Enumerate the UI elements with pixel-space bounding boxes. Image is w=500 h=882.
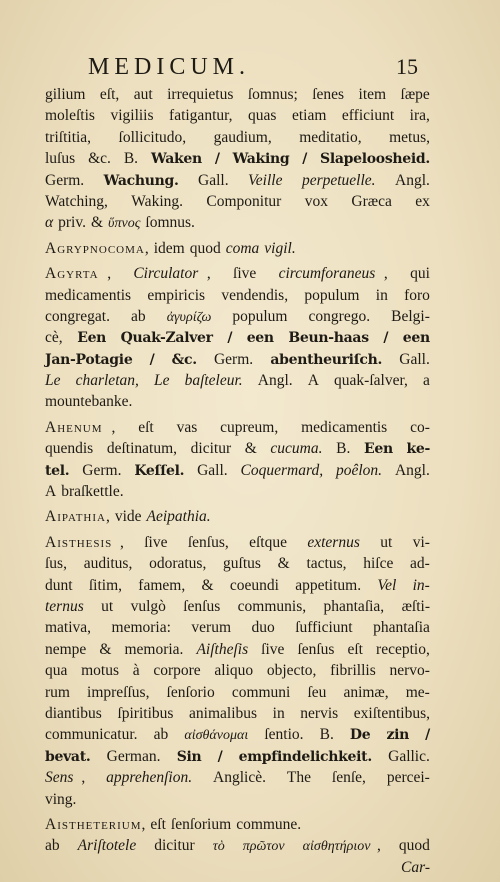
- text-line: [45, 682, 430, 703]
- word: baſteleur.: [184, 372, 243, 390]
- catchword: Car-: [401, 858, 430, 876]
- word: vigil.: [264, 239, 296, 257]
- word: ab: [153, 726, 169, 744]
- word: Vel: [377, 576, 397, 594]
- word: &c.: [88, 150, 111, 168]
- word: dicitur: [190, 440, 232, 458]
- text-line: [45, 789, 430, 810]
- text-line: [45, 660, 430, 681]
- word: communicatur.: [45, 726, 138, 744]
- word: coeundi: [229, 576, 279, 594]
- word: B.: [336, 440, 351, 458]
- word: Waken: [151, 151, 202, 168]
- word: congregat.: [45, 307, 110, 325]
- word: braſkettle.: [61, 483, 124, 501]
- word: ke-: [406, 441, 430, 458]
- word: exiſtentibus,: [353, 704, 430, 722]
- word: Slapeloosheid.: [320, 151, 430, 168]
- word: bevat.: [45, 748, 91, 765]
- word: Germ.: [213, 350, 254, 368]
- word: /: [302, 151, 308, 168]
- word: Coquermard,: [240, 461, 324, 479]
- word: metus,: [389, 128, 430, 146]
- word: ſitim,: [88, 576, 123, 594]
- word: /: [217, 748, 223, 765]
- word: communi: [231, 683, 291, 701]
- body-text: [45, 84, 430, 878]
- word: ,: [376, 837, 381, 855]
- word: gilium: [45, 86, 86, 103]
- word: Anglicè.: [213, 769, 266, 787]
- word: co-: [410, 418, 430, 436]
- word: ſenſe,: [331, 769, 366, 787]
- word: ſenſorium: [170, 815, 232, 833]
- word: ad-: [410, 555, 430, 573]
- word: &: [99, 640, 112, 658]
- word: quas: [248, 107, 277, 125]
- word: vide: [114, 508, 142, 526]
- word: nervo-: [389, 662, 430, 680]
- word: ,: [141, 815, 146, 833]
- word: Le: [153, 372, 170, 390]
- text-line: [45, 553, 430, 574]
- word: cupreum,: [220, 418, 279, 436]
- word: animalibus: [189, 704, 258, 722]
- word: Aistheterium: [45, 815, 142, 833]
- word: impreſſus,: [87, 683, 150, 701]
- word: vox: [304, 192, 328, 210]
- word: ,: [119, 533, 124, 551]
- word: irrequietus: [167, 86, 234, 103]
- word: perpetuelle.: [301, 171, 376, 189]
- running-head: MEDICUM.: [88, 54, 251, 80]
- word: populum: [232, 307, 288, 325]
- text-line: [45, 105, 430, 126]
- word: ving.: [45, 790, 77, 808]
- word: ternus: [45, 597, 84, 615]
- word: Sens: [45, 769, 74, 787]
- word: vigiliis: [110, 107, 154, 125]
- text-line: [45, 391, 430, 412]
- word: phantaſia,: [323, 597, 385, 615]
- word: dunt: [45, 576, 73, 594]
- word: nervis: [300, 704, 339, 722]
- word: charletan,: [75, 372, 139, 390]
- word: ſive: [144, 533, 168, 551]
- word: een: [402, 330, 430, 347]
- word: ὕπνος: [108, 216, 141, 232]
- word: moleſtis: [45, 107, 95, 125]
- word: empiricis: [147, 286, 206, 304]
- word: populum: [304, 286, 360, 304]
- text-line: [45, 460, 430, 481]
- word: quod: [189, 239, 221, 257]
- word: tel.: [45, 462, 70, 479]
- word: ſenſus: [297, 640, 335, 658]
- word: externus: [307, 533, 360, 551]
- text-line: [45, 639, 430, 660]
- word: Een: [77, 330, 107, 347]
- word: duo: [251, 619, 275, 637]
- word: fatigantur,: [169, 107, 233, 125]
- text-line: [45, 306, 430, 327]
- word: ab: [131, 307, 146, 325]
- word: ,: [111, 418, 116, 436]
- word: Waking: [232, 151, 290, 168]
- word: efficiunt: [341, 107, 395, 125]
- word: eſtque: [249, 533, 287, 551]
- word: vulgò: [130, 597, 166, 615]
- word: Angl.: [257, 372, 293, 390]
- text-line: [45, 835, 430, 856]
- word: ſæpe: [400, 86, 430, 103]
- text-line: [45, 349, 430, 370]
- text-line: [45, 84, 430, 105]
- word: vendendis,: [221, 286, 289, 304]
- word: τὸ: [212, 839, 225, 855]
- word: Veille: [248, 171, 283, 189]
- word: ,: [107, 265, 112, 283]
- word: abentheuriſch.: [270, 351, 383, 368]
- word: ſpiritibus: [117, 704, 174, 722]
- word: meditatio,: [299, 128, 362, 146]
- text-line: [45, 148, 430, 169]
- word: coma: [225, 239, 260, 257]
- word: Quak-Zalver: [120, 330, 213, 347]
- word: commune.: [236, 815, 302, 833]
- word: luſus: [45, 150, 76, 168]
- word: odoratus,: [149, 555, 207, 573]
- word: æſti-: [401, 597, 430, 615]
- word: ira,: [409, 107, 430, 125]
- word: ſomnus.: [145, 214, 195, 232]
- word: &: [90, 214, 104, 232]
- word: medicamentis: [45, 286, 132, 304]
- word: ,: [81, 769, 86, 787]
- word: Agyrta: [45, 265, 99, 283]
- word: nempe: [45, 640, 87, 658]
- word: Græca: [351, 192, 392, 210]
- word: ſive: [233, 265, 257, 283]
- word: ἀγυρίζω: [166, 309, 212, 325]
- text-line: [45, 127, 430, 148]
- word: Aisthesis: [45, 533, 113, 551]
- word: Beun-haas: [288, 330, 369, 347]
- word: /: [383, 330, 389, 347]
- text-line: [45, 617, 430, 638]
- word: ſenſorio: [166, 683, 215, 701]
- text-line: [45, 212, 430, 233]
- word: &c.: [171, 351, 197, 368]
- word: Gall.: [399, 350, 430, 368]
- word: ,: [206, 265, 211, 283]
- word: Wachung.: [103, 172, 179, 189]
- word: fibrillis: [330, 662, 376, 680]
- word: Belgi-: [391, 307, 430, 325]
- word: De: [349, 727, 371, 744]
- text-line: [45, 575, 430, 596]
- text-line: [45, 703, 430, 724]
- word: &: [277, 555, 290, 573]
- word: ſive: [261, 640, 285, 658]
- word: corpore: [153, 662, 201, 680]
- word: German.: [106, 747, 161, 765]
- word: ex: [415, 192, 430, 210]
- word: ſenſus,: [187, 533, 229, 551]
- word: Le: [45, 372, 61, 390]
- word: Germ.: [45, 171, 85, 189]
- text-line: [45, 724, 430, 745]
- word: Sin: [176, 748, 202, 765]
- word: etiam: [291, 107, 327, 125]
- word: αἰσθάνομαι: [184, 728, 249, 744]
- word: Ariſtotele: [77, 837, 137, 855]
- word: Aiſtheſis: [196, 640, 249, 658]
- page-number: 15: [396, 54, 418, 79]
- word: vas: [176, 418, 198, 436]
- word: Componitur: [206, 192, 282, 210]
- word: verum: [191, 619, 232, 637]
- word: circumforaneus: [278, 265, 376, 283]
- word: aliquo: [214, 662, 254, 680]
- word: Gall.: [198, 171, 229, 189]
- word: ut: [380, 533, 393, 551]
- word: Circulator: [133, 265, 199, 283]
- word: Germ.: [82, 461, 122, 479]
- word: The: [286, 769, 311, 787]
- word: ,: [144, 239, 149, 257]
- text-line: [45, 191, 430, 212]
- word: ſenſus: [183, 597, 221, 615]
- word: ab: [45, 837, 60, 855]
- word: communis,: [237, 597, 307, 615]
- text-line: [45, 370, 430, 391]
- word: deſtinatum,: [106, 440, 178, 458]
- word: Een: [363, 441, 393, 458]
- word: rum: [45, 683, 70, 701]
- word: mativa,: [45, 619, 92, 637]
- word: vi-: [412, 533, 430, 551]
- word: eſt,: [99, 86, 120, 103]
- word: qui: [410, 265, 430, 283]
- word: guſtus: [223, 555, 261, 573]
- word: apprehenſion.: [106, 769, 193, 787]
- word: eſt: [138, 418, 154, 436]
- word: quendis: [45, 440, 94, 458]
- word: quak-ſalver,: [334, 372, 408, 390]
- word: Agrypnocoma: [45, 239, 145, 257]
- word: Waking.: [131, 192, 183, 210]
- word: Aipathia: [45, 508, 106, 526]
- word: ,: [105, 508, 110, 526]
- word: ſomnus;: [247, 86, 298, 103]
- word: item: [358, 86, 387, 103]
- word: aut: [133, 86, 153, 103]
- word: πρῶτον: [242, 839, 285, 855]
- word: quod: [398, 837, 430, 855]
- word: phantaſia: [373, 619, 430, 637]
- word: A: [307, 372, 319, 390]
- word: famem,: [138, 576, 186, 594]
- word: zin: [386, 727, 410, 744]
- word: αἰσθητήριον: [302, 839, 371, 855]
- word: in-: [412, 576, 430, 594]
- word: priv.: [58, 214, 86, 232]
- word: medicamentis: [301, 418, 388, 436]
- word: ſollicitudo,: [118, 128, 187, 146]
- text-line: [45, 746, 430, 767]
- word: Gall.: [197, 461, 228, 479]
- text-line: [45, 417, 430, 438]
- word: B.: [123, 150, 139, 168]
- word: α: [45, 214, 54, 232]
- word: Angl.: [394, 461, 430, 479]
- word: Aeipathia.: [146, 508, 211, 526]
- word: percei-: [386, 769, 430, 787]
- word: objecto,: [266, 662, 317, 680]
- word: &: [244, 440, 257, 458]
- word: B.: [319, 726, 334, 744]
- text-line: [45, 285, 430, 306]
- word: empfindelichkeit.: [238, 748, 372, 765]
- word: idem: [153, 239, 185, 257]
- word: foro: [404, 286, 430, 304]
- text-line: [45, 767, 430, 788]
- word: me-: [405, 683, 430, 701]
- text-line: [45, 263, 430, 284]
- word: tactus,: [306, 555, 347, 573]
- word: /: [149, 351, 155, 368]
- text-line: [45, 532, 430, 553]
- word: ſeu: [307, 683, 327, 701]
- word: Gallic.: [388, 747, 430, 765]
- text-line: [45, 596, 430, 617]
- word: qua: [45, 662, 68, 680]
- word: Ahenum: [45, 418, 103, 436]
- word: een: [246, 330, 274, 347]
- word: mountebanke.: [45, 393, 133, 411]
- word: motus: [81, 662, 120, 680]
- word: ſenes: [312, 86, 345, 103]
- word: Jan-Potagie: [45, 351, 133, 368]
- text-line: [45, 814, 430, 835]
- word: Keſſel.: [134, 462, 185, 479]
- word: auditus,: [83, 555, 133, 573]
- word: in: [375, 286, 388, 304]
- word: a: [422, 372, 430, 390]
- word: cucuma.: [270, 440, 323, 458]
- text-line: [45, 327, 430, 348]
- word: ut: [101, 597, 114, 615]
- word: ſentio.: [264, 726, 304, 744]
- word: &: [201, 576, 214, 594]
- word: /: [425, 727, 430, 744]
- word: ſus,: [45, 555, 67, 573]
- word: /: [227, 330, 233, 347]
- text-line: [45, 481, 430, 502]
- word: Watching,: [45, 192, 108, 210]
- text-line: [45, 170, 430, 191]
- word: triſtitia,: [45, 128, 92, 146]
- word: appetitum.: [295, 576, 362, 594]
- word: eſt: [150, 815, 166, 833]
- word: /: [214, 151, 220, 168]
- word: A: [45, 483, 57, 501]
- word: gaudium,: [213, 128, 272, 146]
- word: poêlon.: [335, 461, 383, 479]
- word: eſt: [347, 640, 363, 658]
- word: ,: [383, 265, 388, 283]
- word: ſufficiunt: [295, 619, 353, 637]
- word: Angl.: [395, 171, 430, 189]
- catchword-line: [45, 857, 430, 878]
- word: animæ,: [343, 683, 389, 701]
- word: receptio,: [376, 640, 430, 658]
- page-header: [0, 52, 500, 82]
- text-line: [45, 506, 430, 527]
- word: dicitur: [154, 837, 195, 855]
- word: in: [272, 704, 285, 722]
- word: memoria.: [124, 640, 184, 658]
- word: memoria:: [111, 619, 171, 637]
- word: hiſce: [363, 555, 394, 573]
- word: à: [132, 662, 140, 680]
- word: cè,: [45, 329, 63, 347]
- text-line: [45, 238, 430, 259]
- text-line: [45, 438, 430, 459]
- word: congrego.: [308, 307, 371, 325]
- word: diantibus: [45, 704, 102, 722]
